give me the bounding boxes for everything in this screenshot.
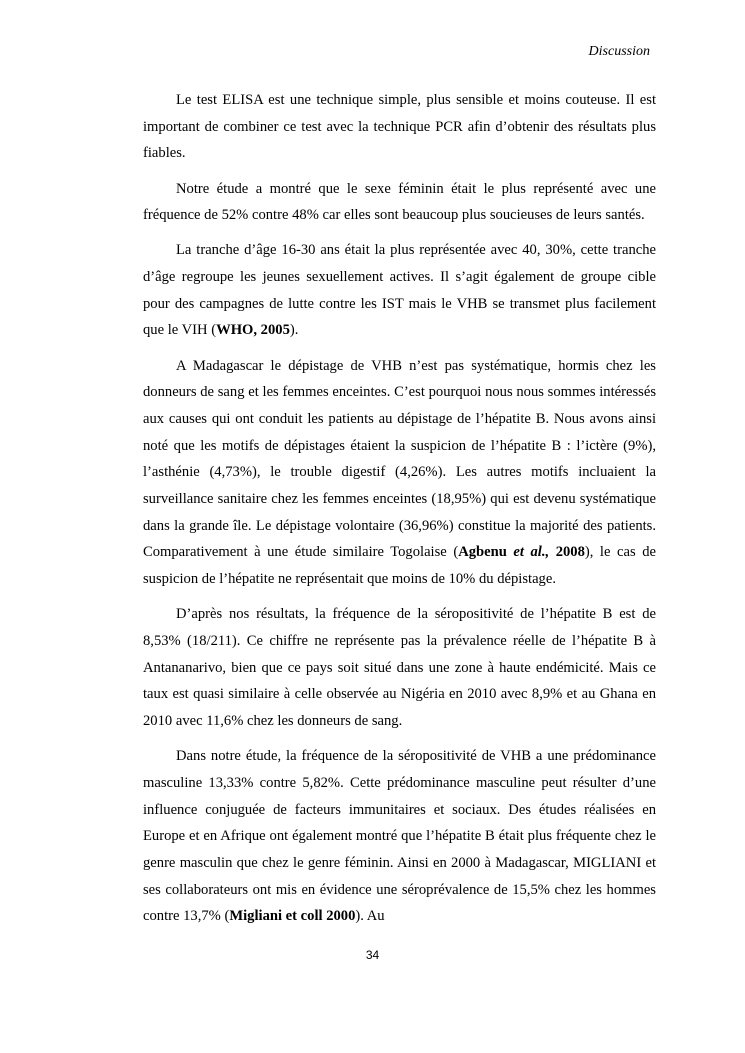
- citation-who: WHO, 2005: [216, 322, 290, 339]
- paragraph-text: La tranche d’âge 16-30 ans était la plus représentée avec 40, 30%, cette tranche d’âge regroupe les jeunes sexuellement actives. Il s’agit également de groupe cible pour des campagnes de lutte contre les IST mais le VHB se transmet plus facilement que le VIH (: [143, 242, 656, 339]
- citation-etal: et al.,: [513, 544, 550, 561]
- document-body: [143, 87, 656, 930]
- paragraph-text: Dans notre étude, la fréquence de la séropositivité de VHB a une prédominance masculine 13,33% contre 5,82%. Cette prédominance masculine peut résulter d’une influence conjuguée de facteurs immunitaires et sociaux. Des études réalisées en Europe et en Afrique ont également montré que l’hépatite B était plus fréquente chez le genre masculin que chez le genre féminin. Ainsi en 2000 à Madagascar, MIGLIANI et ses collaborateurs ont mis en évidence une séroprévalence de 15,5% chez les hommes contre 13,7% (: [143, 748, 656, 925]
- running-header: Discussion: [588, 44, 650, 59]
- citation-year: 2008: [555, 544, 585, 561]
- citation-migliani: Migliani et coll 2000: [229, 908, 356, 925]
- paragraph-text: ), le cas de suspicion de l’hépatite ne représentait que moins de 10% du dépistage.: [143, 544, 656, 588]
- citation-author: Agbenu: [458, 544, 507, 561]
- paragraph-elisa: Le test ELISA est une technique simple, plus sensible et moins couteuse. Il est important de combiner ce test avec la technique PCR afin d’obtenir des résultats plus fiables.: [143, 92, 656, 162]
- paragraph-age-group: [143, 237, 656, 344]
- paragraph-seropositivity: D’après nos résultats, la fréquence de la séropositivité de l’hépatite B est de 8,53% (18/211). Ce chiffre ne représente pas la prévalence réelle de l’hépatite B à Antananarivo, bien que ce pays soit situé dans une zone à haute endémicité. Mais ce taux est quasi similaire à celle observée au Nigéria en 2010 avec 8,9% et au Ghana en 2010 avec 11,6% chez les donneurs de sang.: [143, 606, 656, 730]
- page-number: 34: [365, 948, 380, 962]
- paragraph-male-predominance: [143, 743, 656, 930]
- paragraph-text: ). Au: [355, 908, 385, 925]
- paragraph-sex-distribution: Notre étude a montré que le sexe féminin était le plus représenté avec une fréquence de 52% contre 48% car elles sont beaucoup plus soucieuses de leurs santés.: [143, 180, 656, 224]
- paragraph-text: A Madagascar le dépistage de VHB n’est pas systématique, hormis chez les donneurs de sang et les femmes enceintes. C’est pourquoi nous nous sommes intéressés aux causes qui ont conduit les patients au dépistage de l’hépatite B. Nous avons ainsi noté que les motifs de dépistages étaient la suspicion de l’hépatite B : l’ictère (9%), l’asthénie (4,73%), le trouble digestif (4,26%). Les autres motifs incluaient la surveillance sanitaire chez les femmes enceintes (18,95%) qui est devenu systématique dans la grande île. Le dépistage volontaire (36,96%) constitue la majorité des patients. Comparativement à une étude similaire Togolaise (: [143, 357, 656, 561]
- paragraph-screening-motives: [143, 353, 656, 593]
- paragraph-text: ).: [289, 322, 299, 339]
